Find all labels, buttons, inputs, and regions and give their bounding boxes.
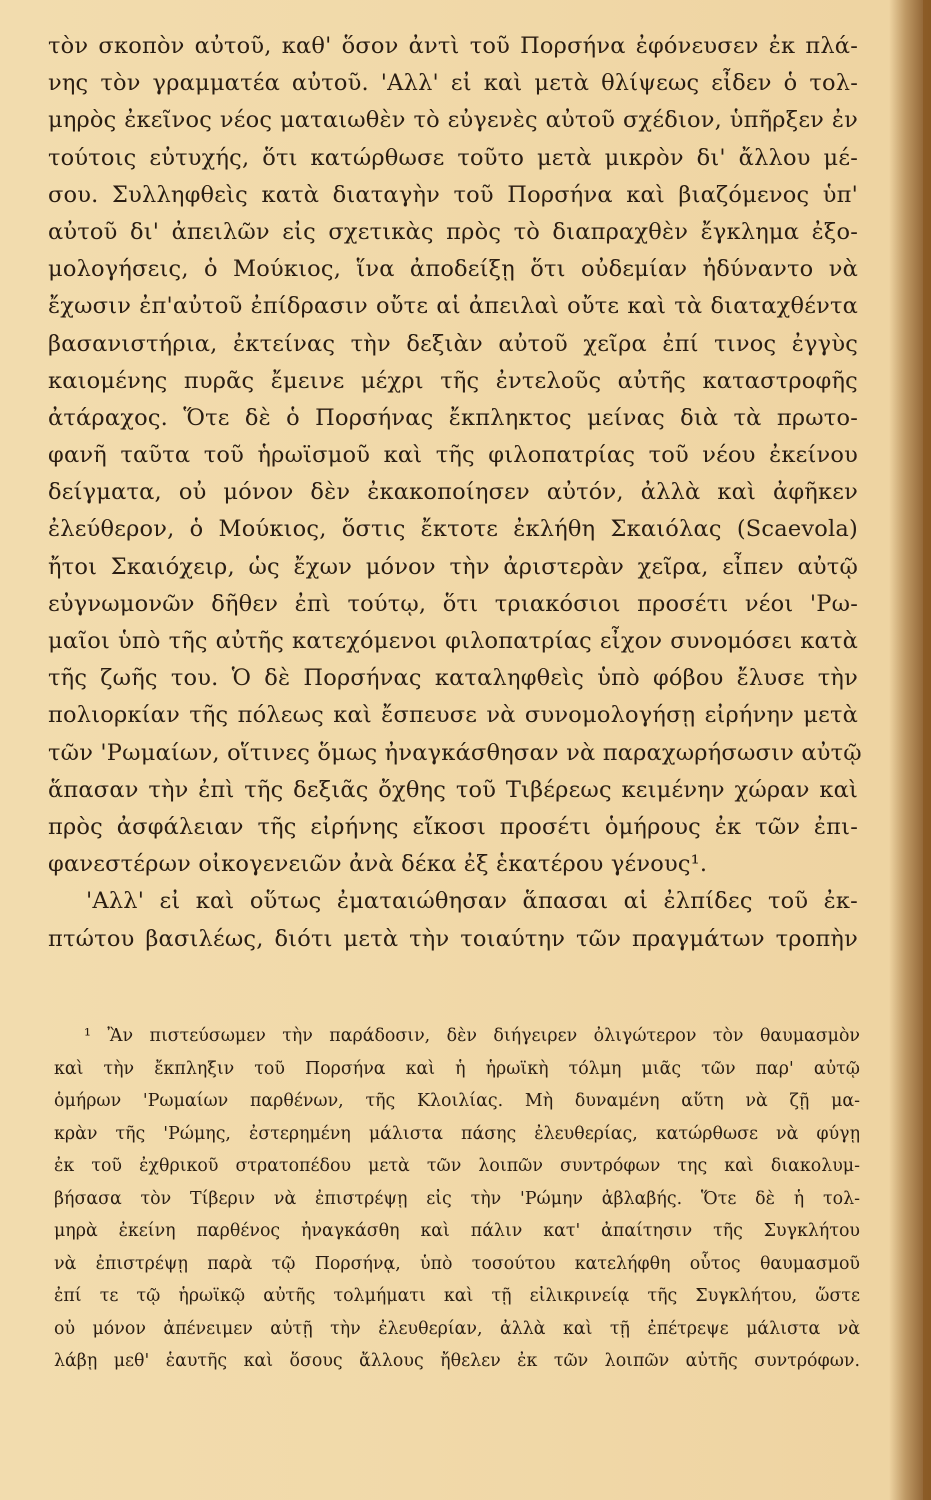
text-line: ἀτάραχος. Ὅτε δὲ ὁ Πορσήνας ἔκπληκτος μείνας διὰ τὰ πρωτο- [48, 404, 858, 431]
footnote-line: βήσασα τὸν Τίβεριν νὰ ἐπιστρέψῃ εἰς τὴν 'Ρώμην ἀβλαβής. Ὅτε δὲ ἡ τολ- [54, 1188, 860, 1209]
main-text [48, 28, 862, 958]
text-line: φανῆ ταῦτα τοῦ ἡρωϊσμοῦ καὶ τῆς φιλοπατρίας τοῦ νέου ἐκείνου [48, 442, 858, 469]
footnote-line: νὰ ἐπιστρέψῃ παρὰ τῷ Πορσήνᾳ, ὑπὸ τοσούτου κατελήφθη οὗτος θαυμασμοῦ [54, 1253, 860, 1274]
footnote-line: μηρὰ ἐκείνη παρθένος ἠναγκάσθη καὶ πάλιν κατ' ἀπαίτησιν τῆς Συγκλήτου [54, 1221, 860, 1241]
text-line: δείγματα, οὐ μόνον δὲν ἐκακοποίησεν αὐτόν, ἀλλὰ καὶ ἀφῆκεν [48, 479, 858, 506]
text-line: ἅπασαν τὴν ἐπὶ τῆς δεξιᾶς ὄχθης τοῦ Τιβέρεως κειμένην χώραν καὶ [48, 776, 858, 803]
text-line: φανεστέρων οἰκογενειῶν ἀνὰ δέκα ἐξ ἑκατέρου γένους¹. [48, 851, 708, 878]
text-line: μαῖοι ὑπὸ τῆς αὐτῆς κατεχόμενοι φιλοπατρίας εἶχον συνομόσει κατὰ [48, 628, 858, 654]
text-line: πολιορκίαν τῆς πόλεως καὶ ἔσπευσε νὰ συνομολογήσῃ εἰρήνην μετὰ [48, 702, 858, 729]
footnote-line: οὐ μόνον ἀπένειμεν αὐτῇ τὴν ἐλευθερίαν, ἀλλὰ καὶ τῇ ἐπέτρεψε μάλιστα νὰ [54, 1318, 860, 1339]
text-line: μηρὸς ἐκεῖνος νέος ματαιωθὲν τὸ εὐγενὲς αὐτοῦ σχέδιον, ὑπῆρξεν ἐν [48, 107, 858, 134]
footnote-line: ὁμήρων 'Ρωμαίων παρθένων, τῆς Κλοιλίας. Μὴ δυναμένη αὕτη νὰ ζῇ μα- [54, 1091, 860, 1111]
text-line: ἔχωσιν ἐπ'αὐτοῦ ἐπίδρασιν οὔτε αἱ ἀπειλαὶ οὔτε καὶ τὰ διαταχθέντα [48, 293, 858, 320]
text-line: τῆς ζωῆς του. Ὁ δὲ Πορσήνας καταληφθεὶς ὑπὸ φόβου ἔλυσε τὴν [48, 665, 858, 692]
text-line: ἐλεύθερον, ὁ Μούκιος, ὅστις ἔκτοτε ἐκλήθη Σκαιόλας (Scaevola) [48, 516, 858, 543]
footnote-line: καὶ τὴν ἔκπληξιν τοῦ Πορσήνα καὶ ἡ ἡρωϊκὴ τόλμη μιᾶς τῶν παρ' αὐτῷ [54, 1058, 860, 1079]
text-line: εὐγνωμονῶν δῆθεν ἐπὶ τούτῳ, ὅτι τριακόσιοι προσέτι νέοι 'Ρω- [48, 590, 858, 617]
text-line: ἤτοι Σκαιόχειρ, ὡς ἔχων μόνον τὴν ἀριστερὰν χεῖρα, εἶπεν αὐτῷ [48, 553, 858, 580]
footnote-block [54, 1020, 860, 1378]
footnote-line: ἐπί τε τῷ ἡρωϊκῷ αὐτῆς τολμήματι καὶ τῇ εἰλικρινείᾳ τῆς Συγκλήτου, ὥστε [54, 1286, 860, 1306]
text-line: σου. Συλληφθεὶς κατὰ διαταγὴν τοῦ Πορσήνα καὶ βιαζόμενος ὑπ' [48, 181, 858, 208]
text-line: καιομένης πυρᾶς ἔμεινε μέχρι τῆς ἐντελοῦς αὐτῆς καταστροφῆς [48, 367, 858, 394]
text-line: πρὸς ἀσφάλειαν τῆς εἰρήνης εἴκοσι προσέτι ὁμήρους ἐκ τῶν ἐπι- [48, 813, 858, 840]
text-line: τὸν σκοπὸν αὐτοῦ, καθ' ὅσον ἀντὶ τοῦ Πορσήνα ἐφόνευσεν ἐκ πλά- [48, 33, 858, 59]
footnote-line: ἐκ τοῦ ἐχθρικοῦ στρατοπέδου μετὰ τῶν λοιπῶν συντρόφων της καὶ διακολυμ- [54, 1156, 860, 1176]
footnote-line: λάβῃ μεθ' ἑαυτῆς καὶ ὅσους ἄλλους ἤθελεν ἐκ τῶν λοιπῶν αὐτῆς συντρόφων. [54, 1351, 860, 1371]
text-line: πτώτου βασιλέως, διότι μετὰ τὴν τοιαύτην τῶν πραγμάτων τροπὴν [48, 925, 858, 952]
text-line: τῶν 'Ρωμαίων, οἵτινες ὅμως ἠναγκάσθησαν νὰ παραχωρήσωσιν αὐτῷ [48, 739, 862, 766]
text-line: βασανιστήρια, ἐκτείνας τὴν δεξιὰν αὐτοῦ χεῖρα ἐπί τινος ἐγγὺς [48, 330, 858, 357]
footnote-line: ¹ Ἂν πιστεύσωμεν τὴν παράδοσιν, δὲν διήγειρεν ὀλιγώτερον τὸν θαυμασμὸν [84, 1026, 860, 1046]
text-line: τούτοις εὐτυχής, ὅτι κατώρθωσε τοῦτο μετὰ μικρὸν δι' ἄλλου μέ- [48, 144, 858, 171]
paragraph-first-line: 'Αλλ' εἰ καὶ οὕτως ἐματαιώθησαν ἅπασαι αἱ ἐλπίδες τοῦ ἐκ- [86, 888, 858, 915]
text-line: μολογήσεις, ὁ Μούκιος, ἵνα ἀποδείξῃ ὅτι οὐδεμίαν ἠδύναντο νὰ [48, 256, 858, 283]
text-line: νης τὸν γραμματέα αὐτοῦ. 'Αλλ' εἰ καὶ μετὰ θλίψεως εἶδεν ὁ τολ- [48, 70, 858, 97]
page-edge [923, 0, 931, 1500]
footnote-line: κρὰν τῆς 'Ρώμης, ἐστερημένη μάλιστα πάσης ἐλευθερίας, κατώρθωσε νὰ φύγῃ [54, 1123, 860, 1144]
text-line: αὐτοῦ δι' ἀπειλῶν εἰς σχετικὰς πρὸς τὸ διαπραχθὲν ἔγκλημα ἐξο- [48, 218, 858, 245]
